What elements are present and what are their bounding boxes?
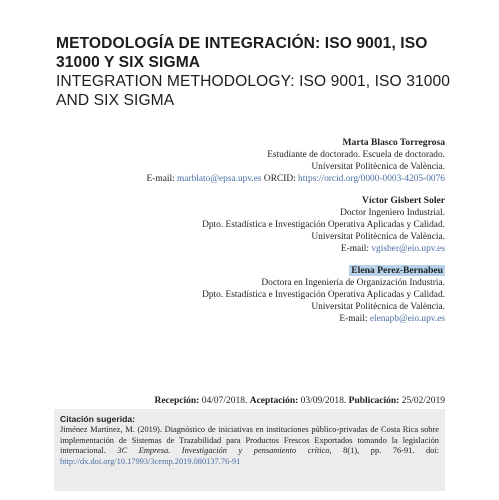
author-affiliation-line: Doctor Ingeniero Industrial.	[340, 208, 445, 218]
author-email-link[interactable]: elenapb@eio.upv.es	[369, 314, 445, 324]
author-name: Marta Blasco Torregrosa	[342, 137, 445, 148]
orcid-label: ORCID:	[261, 174, 299, 184]
author-affiliation-line: Doctora en Ingeniería de Organización Industria.	[261, 278, 445, 288]
title-block	[56, 34, 456, 110]
citation-doi-link[interactable]: http://dx.doi.org/10.17993/3cemp.2019.080137.76-91	[60, 456, 241, 466]
title-es-line1: METODOLOGÍA DE INTEGRACIÓN: ISO 9001, ISO	[56, 35, 428, 52]
title-en-line1: INTEGRATION METHODOLOGY: ISO 9001, ISO 31000	[56, 73, 451, 90]
citation-journal: 3C Empresa. Investigación y pensamiento crítico,	[117, 446, 332, 456]
email-label: E-mail:	[339, 314, 370, 324]
citation-text	[60, 425, 439, 467]
title-spanish	[56, 34, 456, 72]
publication-dates	[0, 395, 445, 407]
author-orcid-link[interactable]: https://orcid.org/0000-0003-4205-0076	[298, 174, 445, 184]
suggested-citation-box	[54, 409, 445, 491]
publication-label: Publicación:	[348, 396, 400, 406]
author-affiliation-line: Universitat Politècnica de València.	[311, 302, 445, 312]
authors-block	[25, 137, 445, 335]
author-name: Víctor Gisbert Soler	[362, 195, 445, 206]
author-name-highlight: Elena Perez-Bernabeu	[351, 265, 443, 276]
email-label: E-mail:	[146, 174, 178, 184]
author-1	[25, 137, 445, 185]
citation-volume: 8(1), pp. 76-91. doi:	[331, 446, 439, 456]
acceptance-label: Aceptación:	[249, 396, 299, 406]
citation-label: Citación sugerida:	[60, 414, 135, 424]
reception-date: 04/07/2018.	[199, 396, 250, 406]
author-affiliation-line: Estudiante de doctorado. Escuela de doctorado.	[267, 150, 445, 160]
author-name	[25, 265, 445, 277]
title-en-line2: AND SIX SIGMA	[56, 92, 175, 109]
reception-label: Recepción:	[154, 396, 200, 406]
acceptance-date: 03/09/2018.	[298, 396, 349, 406]
publication-date: 25/02/2019	[399, 396, 445, 406]
author-2	[25, 195, 445, 255]
author-affiliation-line: Universitat Politècnica de València.	[311, 232, 445, 242]
author-contact-line	[25, 243, 445, 255]
title-english	[56, 72, 456, 110]
author-affiliation-line: Universitat Politècnica de València.	[311, 162, 445, 172]
email-label: E-mail:	[340, 244, 372, 254]
author-contact-line	[25, 173, 445, 185]
author-email-link[interactable]: marblato@epsa.upv.es	[177, 174, 262, 184]
author-3	[25, 265, 445, 325]
citation-body: Jiménez Martínez, M. (2019). Diagnóstico de iniciativas en instituciones público-privadas de Costa Rica sobre implementación de Sistemas de Trazabilidad para Productos Frescos Exportados tomando la legislación internacional.	[60, 425, 439, 456]
author-contact-line	[25, 313, 445, 325]
author-email-link[interactable]: vgisber@eio.upv.es	[371, 244, 445, 254]
title-es-line2: 31000 Y SIX SIGMA	[56, 54, 201, 71]
author-affiliation-line: Dpto. Estadística e Investigación Operativa Aplicadas y Calidad.	[202, 220, 445, 230]
author-affiliation-line: Dpto. Estadística e Investigación Operativa Aplicadas y Calidad.	[202, 290, 445, 300]
